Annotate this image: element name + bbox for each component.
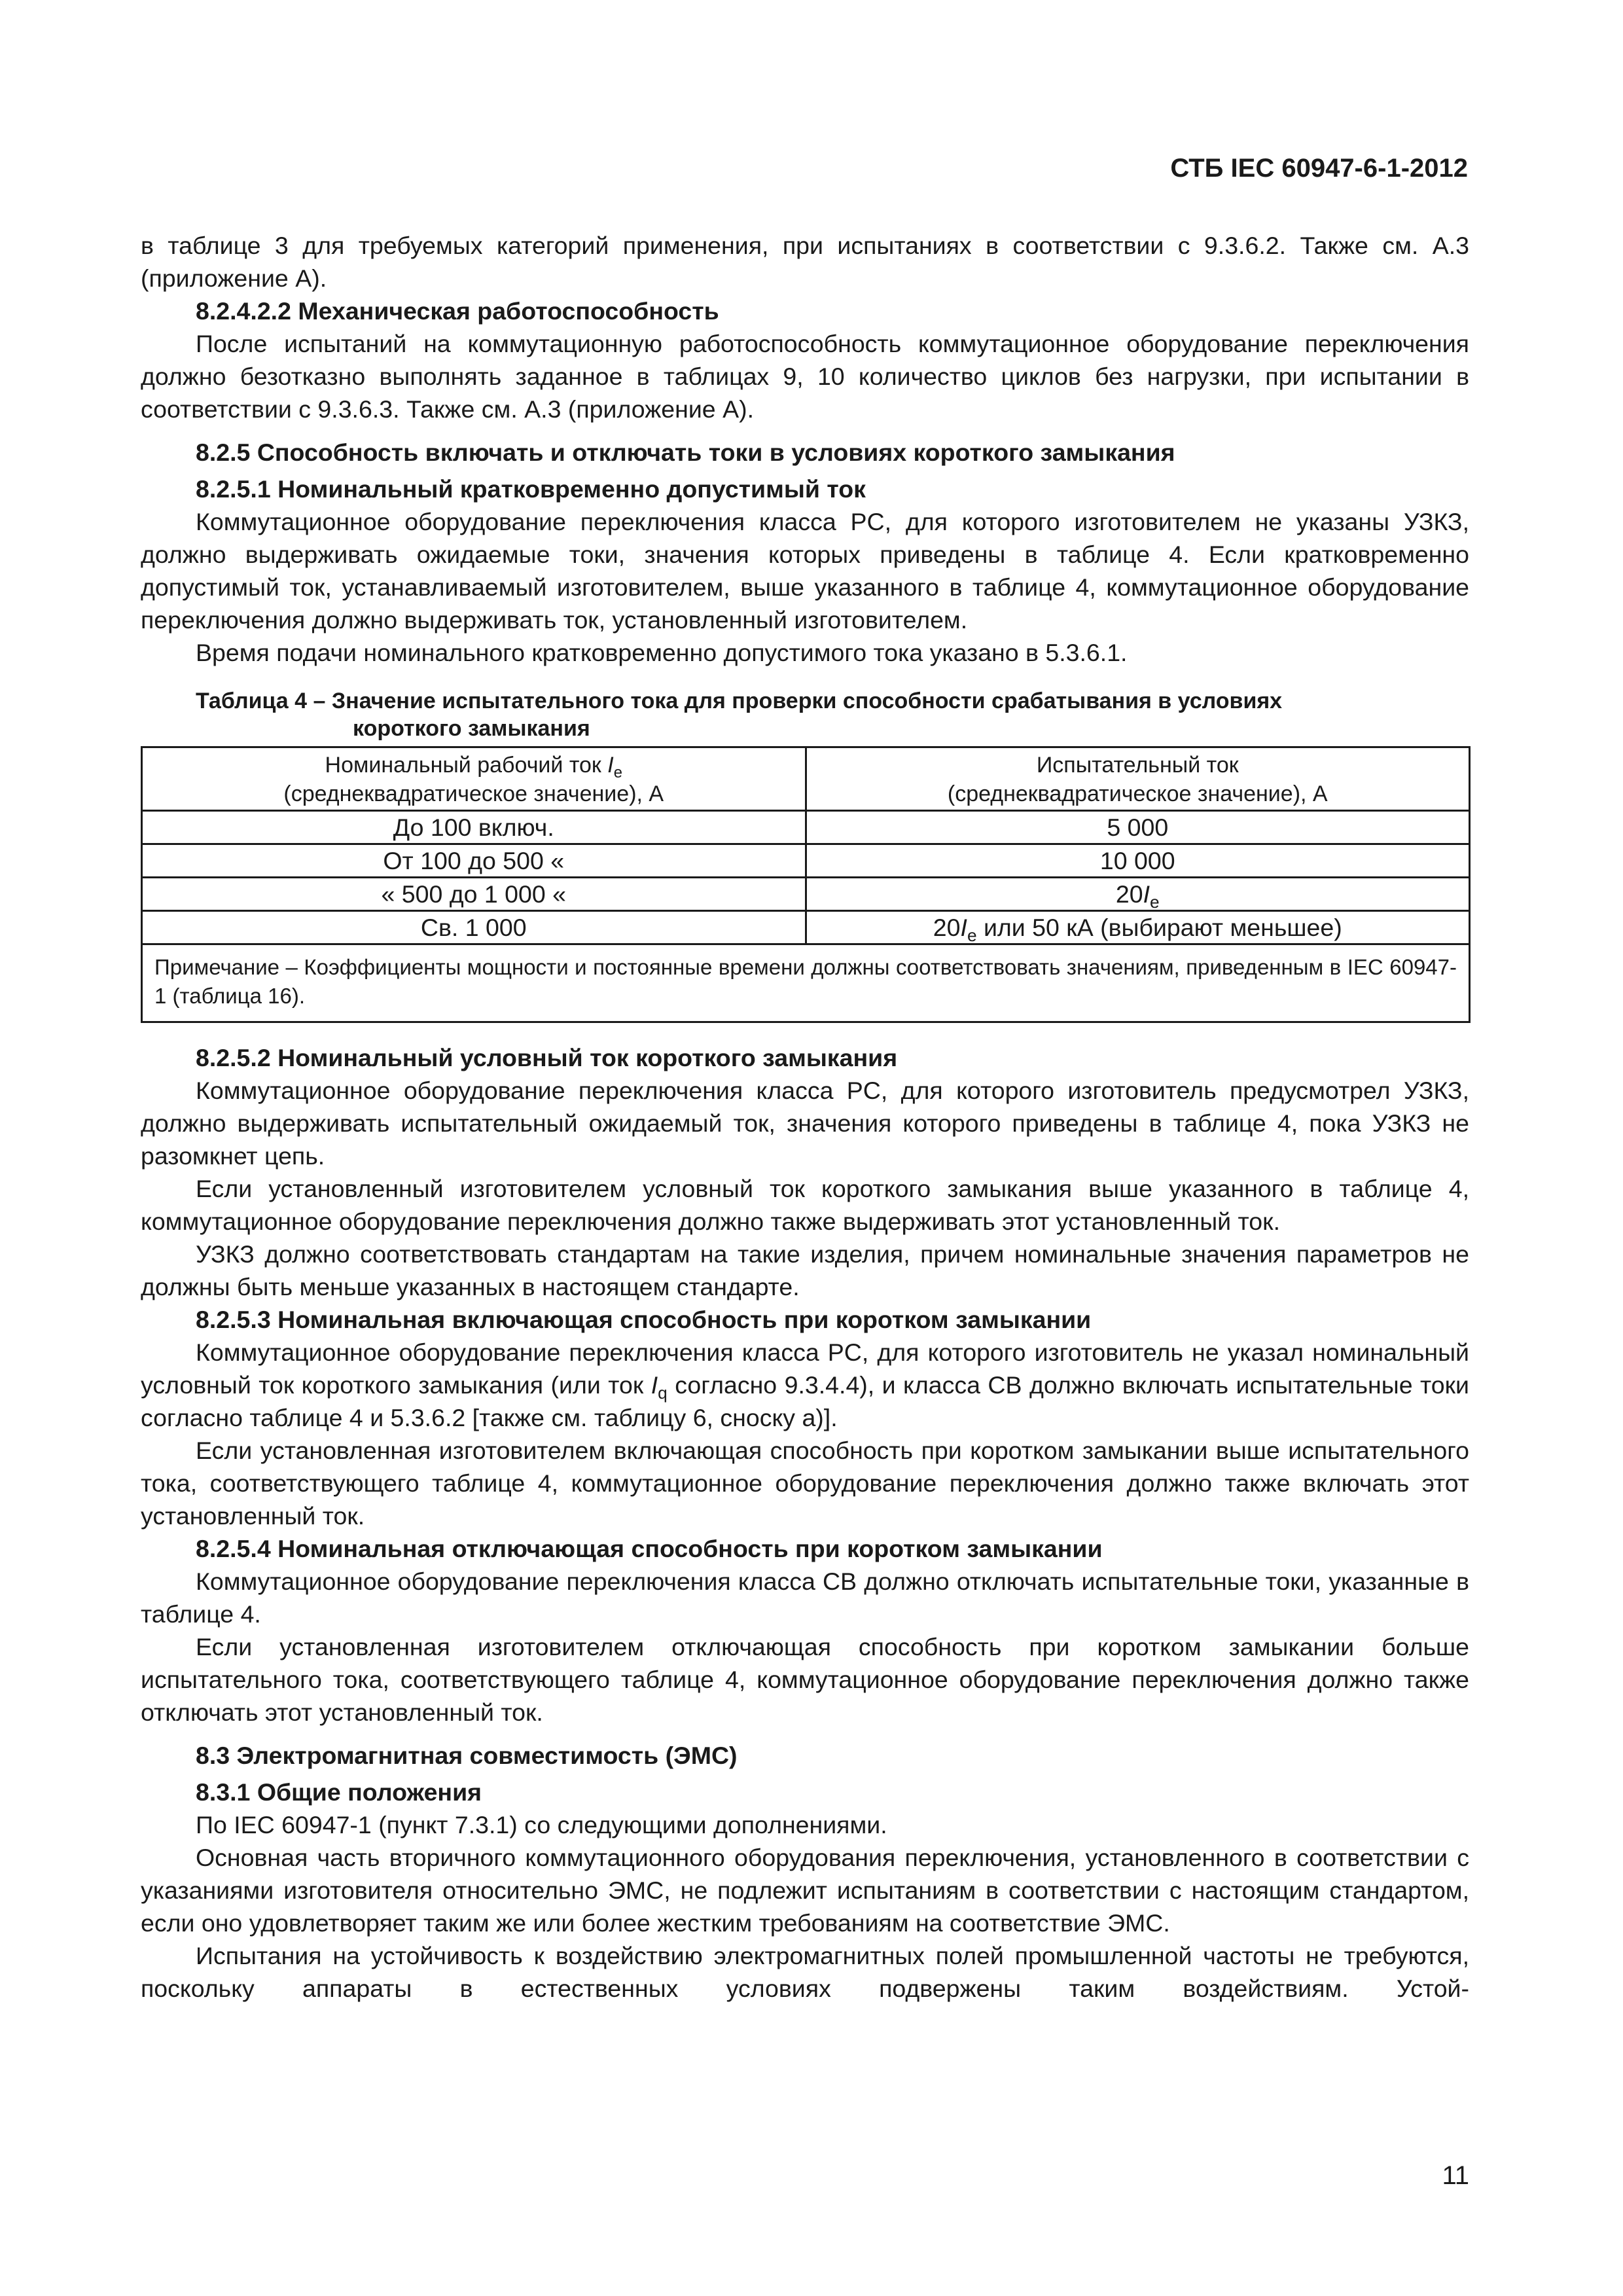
table-row: [142, 811, 1470, 844]
test-current-cell: [806, 878, 1470, 911]
paragraph-8-2-5-3-b: Если установленная изготовителем включающая способность при коротком замыкании выше испытательного тока, соответствующего таблице 4, коммутационное оборудование переключения должно также включать этот установленный ток.: [141, 1437, 1469, 1530]
table-4-caption-line1: Таблица 4 – Значение испытательного тока для проверки способности срабатывания в условиях: [196, 689, 1283, 713]
heading-8-3: 8.3 Электромагнитная совместимость (ЭМС): [196, 1742, 738, 1769]
paragraph-8-2-4-2-2: После испытаний на коммутационную работоспособность коммутационное оборудование переключения должно безотказно выполнять заданное в таблицах 9, 10 количество циклов без нагрузки, при испытании в соответствии с 9.3.6.3. Также см. А.3 (приложение А).: [141, 330, 1469, 423]
symbol-i: I: [651, 1371, 658, 1399]
value-text: 20: [933, 914, 961, 941]
header-unit-text: (среднеквадратическое значение), А: [947, 781, 1328, 806]
table-note: Примечание – Коэффициенты мощности и постоянные времени должны соответствовать значениям, приведенным в IEC 60947-1 (таблица 16).: [142, 944, 1470, 1022]
heading-8-2-5-4: 8.2.5.4 Номинальная отключающая способность при коротком замыкании: [196, 1535, 1103, 1562]
intro-paragraph: в таблице 3 для требуемых категорий применения, при испытаниях в соответствии с 9.3.6.2. Также см. А.3 (приложение А).: [141, 232, 1469, 292]
paragraph-8-2-5-1-b: Время подачи номинального кратковременно допустимого тока указано в 5.3.6.1.: [196, 639, 1128, 666]
symbol-i: I: [1143, 880, 1150, 908]
test-current-cell: 5 000: [806, 811, 1470, 844]
heading-8-2-4-2-2: 8.2.4.2.2 Механическая работоспособность: [196, 297, 719, 325]
paragraph-8-3-1-c: Испытания на устойчивость к воздействию электромагнитных полей промышленной частоты не требуются, поскольку аппараты в естественных условиях подвержены таким воздействиям. Устой-: [141, 1942, 1469, 2002]
table-4-caption: [141, 687, 1469, 742]
paragraph-8-3-1-a: По IEC 60947-1 (пункт 7.3.1) со следующими дополнениями.: [196, 1811, 887, 1839]
column-header-test-current: [806, 747, 1470, 811]
heading-8-2-5-2: 8.2.5.2 Номинальный условный ток короткого замыкания: [196, 1044, 898, 1071]
heading-8-2-5-3: 8.2.5.3 Номинальная включающая способность при коротком замыкании: [196, 1306, 1092, 1333]
rated-current-cell: Св. 1 000: [142, 911, 806, 944]
rated-current-cell: До 100 включ.: [142, 811, 806, 844]
symbol-subscript: e: [613, 764, 622, 781]
paragraph-8-2-5-2-b: Если установленный изготовителем условный ток короткого замыкания выше указанного в таблице 4, коммутационное оборудование переключения должно также выдерживать этот установленный ток.: [141, 1175, 1469, 1235]
header-text: Номинальный рабочий ток: [325, 753, 608, 778]
table-header-row: [142, 747, 1470, 811]
paragraph-8-3-1-b: Основная часть вторичного коммутационного оборудования переключения, установленного в соответствии с указаниями изготовителя относительно ЭМС, не подлежит испытаниям в соответствии с настоящим стандартом, если оно удовлетворяет таким же или более жестким требованиям на соответствие ЭМС.: [141, 1844, 1469, 1937]
paragraph-8-2-5-1-a: Коммутационное оборудование переключения класса PC, для которого изготовителем не указаны УЗКЗ, должно выдерживать ожидаемые токи, значения которых приведены в таблице 4. Если кратковременно допустимый ток, устанавливаемый изготовителем, выше указанного в таблице 4, коммутационное оборудование переключения должно выдерживать ток, установленный изготовителем.: [141, 508, 1469, 634]
header-text: Испытательный ток: [1036, 753, 1239, 778]
heading-8-2-5-1: 8.2.5.1 Номинальный кратковременно допустимый ток: [196, 475, 866, 503]
header-unit-text: (среднеквадратическое значение), А: [283, 781, 664, 806]
value-text: или 50 кА (выбирают меньшее): [976, 914, 1342, 941]
table-row: [142, 844, 1470, 878]
page-content: [141, 229, 1469, 2005]
symbol-subscript: e: [1150, 892, 1160, 912]
paragraph-8-2-5-4-b: Если установленная изготовителем отключающая способность при коротком замыкании больше испытательного тока, соответствующего таблице 4, коммутационное оборудование переключения должно также отключать этот установленный ток.: [141, 1633, 1469, 1726]
symbol-i: I: [960, 914, 967, 941]
rated-current-cell: От 100 до 500 «: [142, 844, 806, 878]
test-current-cell: 10 000: [806, 844, 1470, 878]
heading-8-3-1: 8.3.1 Общие положения: [196, 1778, 482, 1806]
table-row: [142, 878, 1470, 911]
page-number: 11: [1442, 2161, 1469, 2190]
table-4: [141, 746, 1471, 1023]
heading-8-2-5: 8.2.5 Способность включать и отключать токи в условиях короткого замыкания: [196, 439, 1175, 466]
paragraph-text: Коммутационное оборудование переключения класса PC, для которого изготовитель не указал номинальный условный ток короткого замыкания (или ток: [141, 1338, 1469, 1399]
paragraph-8-2-5-2-a: Коммутационное оборудование переключения класса PC, для которого изготовитель предусмотрел УЗКЗ, должно выдерживать испытательный ожидаемый ток, значения которого приведены в таблице 4, пока УЗКЗ не разомкнет цепь.: [141, 1077, 1469, 1170]
rated-current-cell: « 500 до 1 000 «: [142, 878, 806, 911]
paragraph-8-2-5-4-a: Коммутационное оборудование переключения класса CB должно отключать испытательные токи, указанные в таблице 4.: [141, 1568, 1469, 1628]
column-header-rated-current: [142, 747, 806, 811]
table-row: [142, 911, 1470, 944]
paragraph-8-2-5-2-c: УЗКЗ должно соответствовать стандартам на такие изделия, причем номинальные значения параметров не должны быть меньше указанных в настоящем стандарте.: [141, 1240, 1469, 1300]
paragraph-text: согласно 9.3.4.4), и класса CB должно включать испытательные токи согласно таблице 4 и 5.3.6.2 [также см. таблицу 6, сноску а)].: [141, 1371, 1469, 1431]
test-current-cell: [806, 911, 1470, 944]
table-note-row: [142, 944, 1470, 1022]
symbol-subscript: e: [967, 925, 977, 945]
value-text: 20: [1115, 880, 1143, 908]
symbol-subscript: q: [658, 1383, 668, 1403]
symbol-i: I: [607, 753, 614, 778]
table-4-caption-line2: короткого замыкания: [353, 716, 590, 741]
paragraph-8-2-5-3-a: [141, 1336, 1469, 1434]
document-code: СТБ IEC 60947-6-1-2012: [1170, 154, 1468, 183]
